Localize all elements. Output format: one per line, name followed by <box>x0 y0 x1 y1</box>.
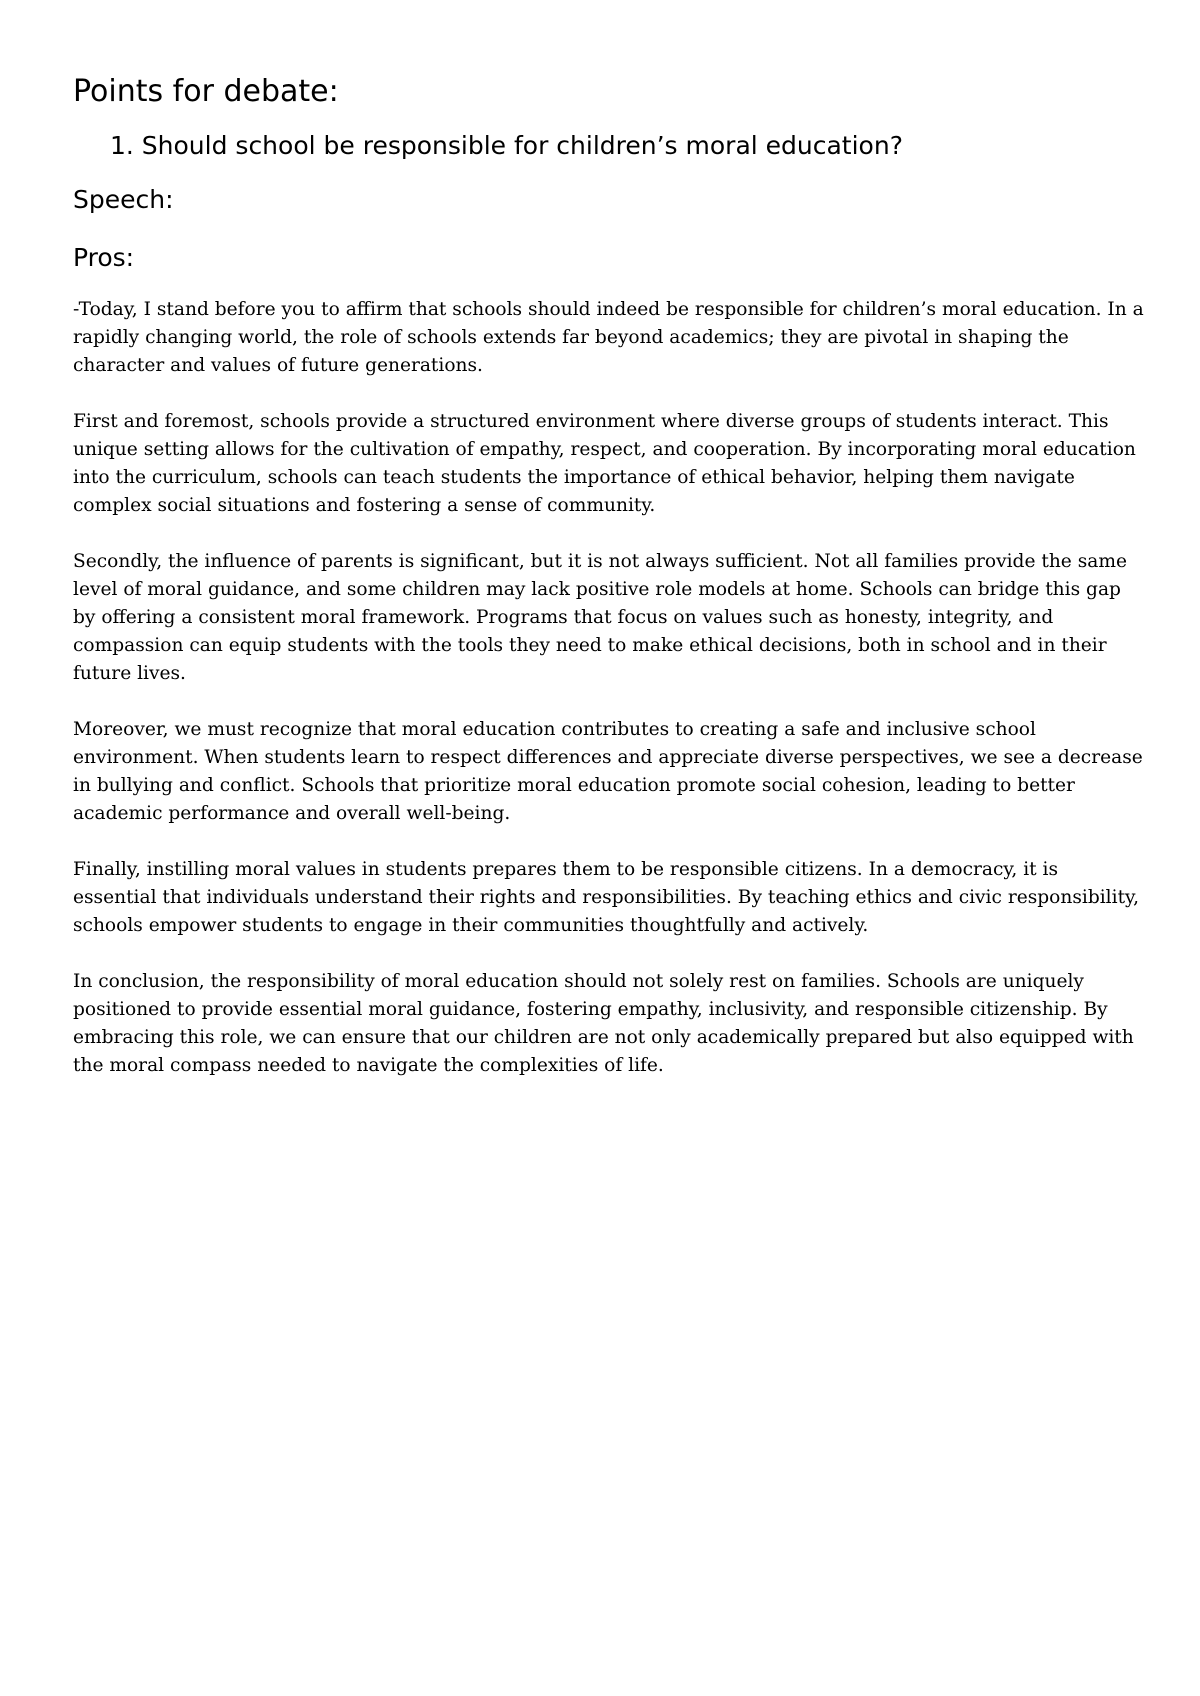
paragraph-conclusion: In conclusion, the responsibility of moral education should not solely rest on families. Schools are uniquely positioned to provide essential moral guidance, fostering empathy, inclusivity, and responsible citizenship. By embracing this role, we can ensure that our children are not only academically prepared but also equipped with the moral compass needed to navigate the complexities of life. <box>73 971 1134 1076</box>
paragraph-first-point: First and foremost, schools provide a structured environment where diverse groups of students interact. This unique setting allows for the cultivation of empathy, respect, and cooperation. By incorporating moral education into the curriculum, schools can teach students the importance of ethical behavior, helping them navigate complex social situations and fostering a sense of community. <box>73 411 1136 516</box>
speech-label: Speech: <box>73 185 174 214</box>
document-page <box>73 68 1145 1108</box>
document-title: Points for debate: <box>73 74 339 109</box>
pros-label: Pros: <box>73 243 135 272</box>
paragraph-third-point: Moreover, we must recognize that moral education contributes to creating a safe and inclusive school environment. When students learn to respect differences and appreciate diverse perspectives, we see a decrease in bullying and conflict. Schools that prioritize moral education promote social cohesion, leading to better academic performance and overall well-being. <box>73 719 1143 824</box>
paragraph-second-point: Secondly, the influence of parents is significant, but it is not always sufficient. Not all families provide the same level of moral guidance, and some children may lack positive role models at home. Schools can bridge this gap by offering a consistent moral framework. Programs that focus on values such as honesty, integrity, and compassion can equip students with the tools they need to make ethical decisions, both in school and in their future lives. <box>73 551 1127 684</box>
paragraph-intro: -Today, I stand before you to affirm that schools should indeed be responsible for children’s moral education. In a rapidly changing world, the role of schools extends far beyond academics; they are pivotal in shaping the character and values of future generations. <box>73 299 1144 376</box>
debate-question: 1. Should school be responsible for children’s moral education? <box>110 131 903 160</box>
speech-body <box>73 296 1145 1080</box>
paragraph-fourth-point: Finally, instilling moral values in students prepares them to be responsible citizens. In a democracy, it is essential that individuals understand their rights and responsibilities. By teaching ethics and civic responsibility, schools empower students to engage in their communities thoughtfully and actively. <box>73 859 1139 936</box>
